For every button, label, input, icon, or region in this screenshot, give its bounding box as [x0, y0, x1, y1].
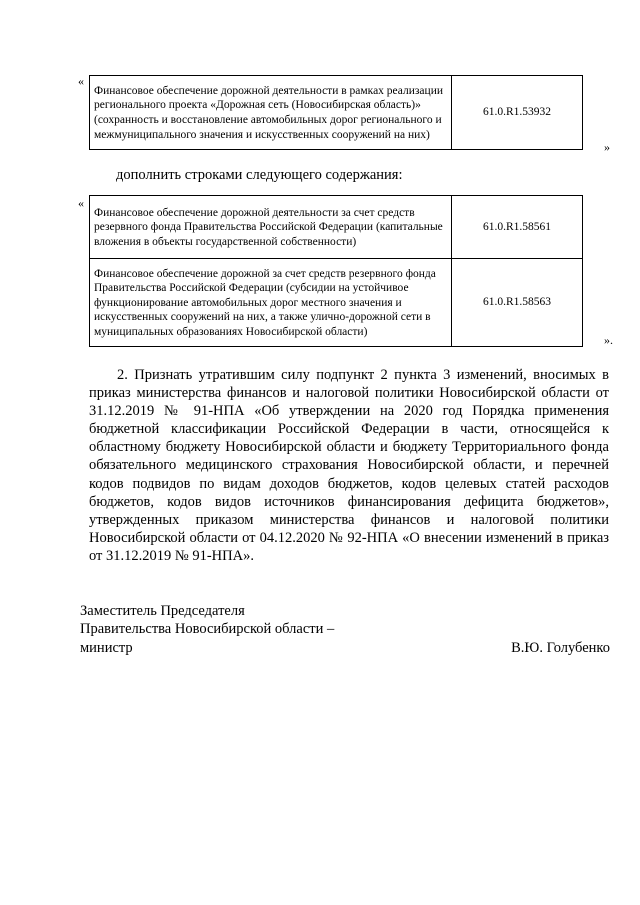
table1-close-quote: »: [604, 140, 610, 154]
paragraph-2: 2. Признать утратившим силу подпункт 2 пункта 3 изменений, вносимых в приказ министерства финансов и налоговой политики Новосибирской области от 31.12.2019 № 91-НПА «Об утверждении на 2020 год Порядка применения бюджетной классификации Российской Федерации в части, относящейся к областному бюджету Новосибирской области и бюджету Территориального фонда обязательного медицинского страхования Новосибирской области, и перечней кодов подвидов по видам доходов бюджетов, кодов целевых статей расходов бюджетов, кодов видов источников финансирования дефицита бюджетов», утвержденных приказом министерства финансов и налоговой политики Новосибирской области от 04.12.2020 № 92-НПА «О внесении изменений в приказ от 31.12.2019 № 91-НПА».: [89, 367, 609, 564]
budget-codes-table-new: [89, 195, 583, 347]
table2-open-quote: «: [78, 196, 84, 210]
table2-close-quote: ».: [604, 333, 613, 347]
row-description: Финансовое обеспечение дорожной деятельности за счет средств резервного фонда Правительства Российской Федерации (капитальные вложения в объекты государственной собственности): [90, 196, 452, 259]
row-code: 61.0.R1.58561: [452, 196, 583, 259]
signatory-name: В.Ю. Голубенко: [511, 639, 610, 656]
row-code: 61.0.R1.53932: [452, 76, 583, 150]
row-description: Финансовое обеспечение дорожной деятельности в рамках реализации регионального проекта «Дорожная сеть (Новосибирская область)» (сохранность и восстановление автомобильных дорог регионального и межмуниципального значения и искусственных сооружений на них): [90, 76, 452, 150]
signature-position-line3: министр: [80, 639, 133, 656]
signature-position-line1: Заместитель Председателя: [80, 603, 245, 619]
table-row: [90, 196, 583, 259]
table-row: [90, 259, 583, 347]
signature-position-line2: Правительства Новосибирской области –: [80, 621, 335, 638]
table1-open-quote: «: [78, 74, 84, 88]
row-description: Финансовое обеспечение дорожной за счет средств резервного фонда Правительства Российской Федерации (субсидии на устойчивое функционирование автомобильных дорог местного значения и искусственных сооружений на них, а также улично-дорожной сети в муниципальных образованиях Новосибирской области): [90, 259, 452, 347]
table-row: [90, 76, 583, 150]
row-code: 61.0.R1.58563: [452, 259, 583, 347]
budget-codes-table-existing: [89, 75, 583, 150]
signature-block: [80, 602, 610, 657]
intro-text: дополнить строками следующего содержания:: [116, 167, 403, 183]
signature-final-row: [80, 639, 610, 657]
